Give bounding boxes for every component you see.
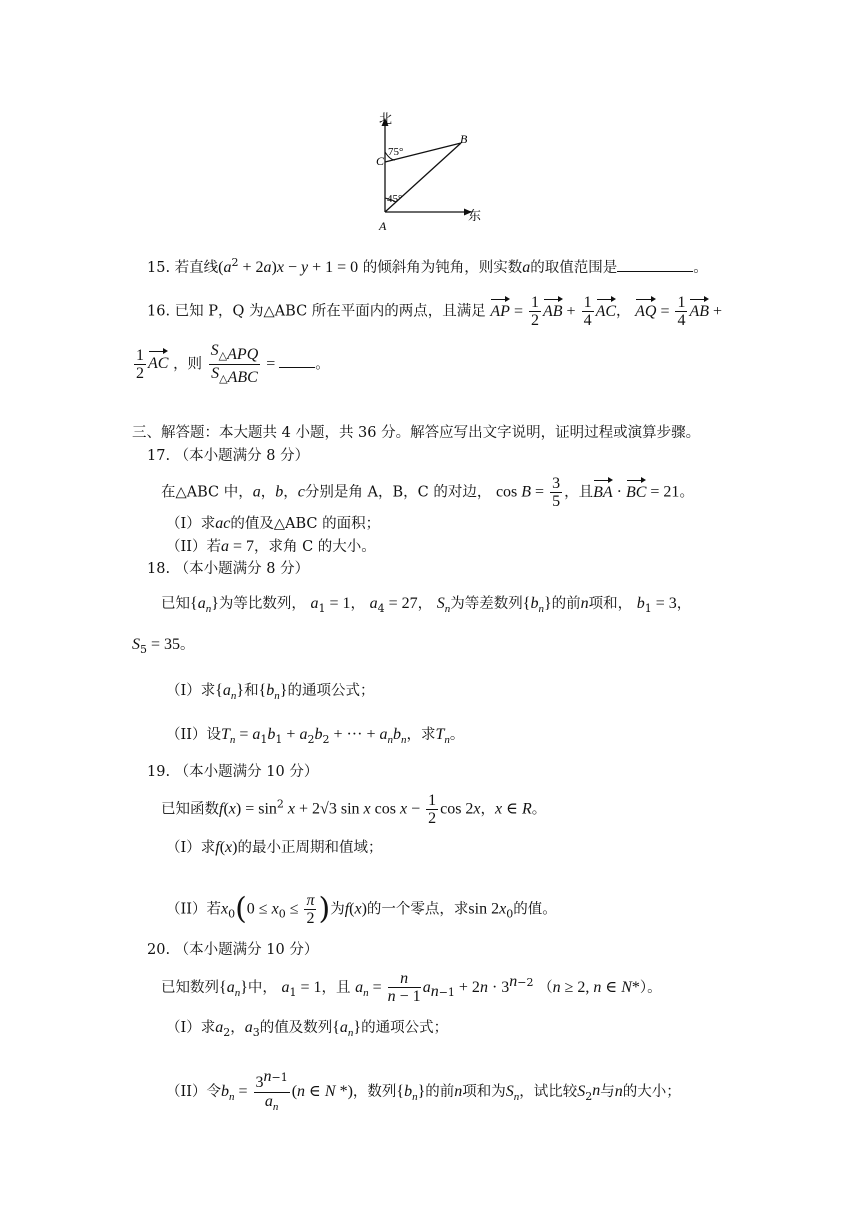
formula-ap: AP = $\frac{1}{2}$ AB + $\frac{1}{4}$ AC xyxy=(490,294,617,329)
question-20-header: 20. （本小题满分 10 分） xyxy=(147,942,319,958)
answer-blank[interactable] xyxy=(279,353,315,368)
question-17-part-2: （II）若a = 7，求角 C 的大小。 xyxy=(166,538,376,555)
question-19-part-1: （I）求f(x)的最小正周期和值域； xyxy=(166,839,383,856)
east-label: 东 xyxy=(468,209,482,224)
section-heading: 三、解答题：本大题共 4 小题，共 36 分。解答应写出文字说明，证明过程或演算步骤。 xyxy=(132,425,701,441)
north-label: 北 xyxy=(379,112,393,127)
point-a-label: A xyxy=(379,219,387,233)
question-18-stem-continued: $S_5 = 35$。 xyxy=(132,636,195,656)
answer-blank[interactable] xyxy=(617,257,693,272)
direction-diagram xyxy=(360,108,490,234)
question-17-stem: 在△ABC 中，a，b，c分别是角 A，B，C 的对边， cos B = $\frac{3}{5}$ ，且BA · BC = 21。 xyxy=(161,475,694,510)
area-ratio: $\frac{S_{\triangle APQ}}{S_{\triangle ABC}}$ xyxy=(210,342,259,386)
question-16-continued: $\frac{1}{2}$ AC ，则 $\frac{S_{\triangle APQ}}{S_{\triangle ABC}}$ = 。 xyxy=(136,342,330,386)
angle-75-label: 75° xyxy=(388,146,404,158)
question-17-header: 17. （本小题满分 8 分） xyxy=(147,448,310,464)
question-17-part-1: （I）求ac的值及△ABC 的面积； xyxy=(166,515,381,532)
question-19-stem: 已知函数$f(x) = \sin^2 x + 2√3$ sin x cos x − $\frac{1}{2}$ cos 2x，x ∈ R。 xyxy=(161,792,547,827)
question-15: 15. 若直线$(a^2 + 2a)x - y + 1 = 0$ 的倾斜角为钝角，则实数a的取值范围是 。 xyxy=(147,256,708,276)
formula-aq: AQ = $\frac{1}{4}$ AB + xyxy=(635,294,723,329)
question-18-part-1: （I）求$\{a_n\}$和$\{b_n\}$的通项公式； xyxy=(166,682,375,703)
question-20-stem: 已知数列$\{a_n\}$中， $a_1 = 1$，且 $a_n$ = $\frac{n}{n - 1}$ $a_{n-1} + 2n \cdot 3^{n-2}$ （n ≥ 2, n ∈ N*）。 xyxy=(161,970,662,1005)
question-20-part-2: （II）令$b_n$ = $\frac{3^{n-1}}{a_n}$ (n ∈ N *)，数列$\{b_n\}$的前n项和为$S_n$，试比较$S_{2^n}$与n的大小； xyxy=(166,1068,681,1114)
point-b-label: B xyxy=(460,132,468,146)
angle-45-label: 45° xyxy=(387,193,403,205)
question-16: 16. 已知 P，Q 为△ABC 所在平面内的两点，且满足 AP = $\frac{1}{2}$ AB + $\frac{1}{4}$ AC， AQ = $\frac{1}{4}$ AB + xyxy=(147,294,723,329)
question-18-header: 18. （本小题满分 8 分） xyxy=(147,561,310,577)
question-19-part-2: （II）若$x_0(0 \le x_0$ ≤ $\frac{\pi}{2}$ )为f(x)的一个零点，求$\sin 2x_0$的值。 xyxy=(166,891,557,927)
question-18-part-2: （II）设$T_n = a_1b_1 + a_2b_2$ + ··· + $a_nb_n$，求$T_n$。 xyxy=(166,726,465,747)
point-c-label: C xyxy=(376,154,385,168)
formula-line: $(a^2 + 2a)x - y + 1 = 0$ xyxy=(218,256,359,276)
question-18-stem: 已知$\{a_n\}$为等比数列， $a_1 = 1$， $a_4 = 27$， $S_n$为等差数列$\{b_n\}$的前n项和， $b_1 = 3$， xyxy=(161,595,692,616)
question-19-header: 19. （本小题满分 10 分） xyxy=(147,764,319,780)
question-20-part-1: （I）求$a_2$，$a_3$的值及数列$\{a_n\}$的通项公式； xyxy=(166,1019,449,1040)
